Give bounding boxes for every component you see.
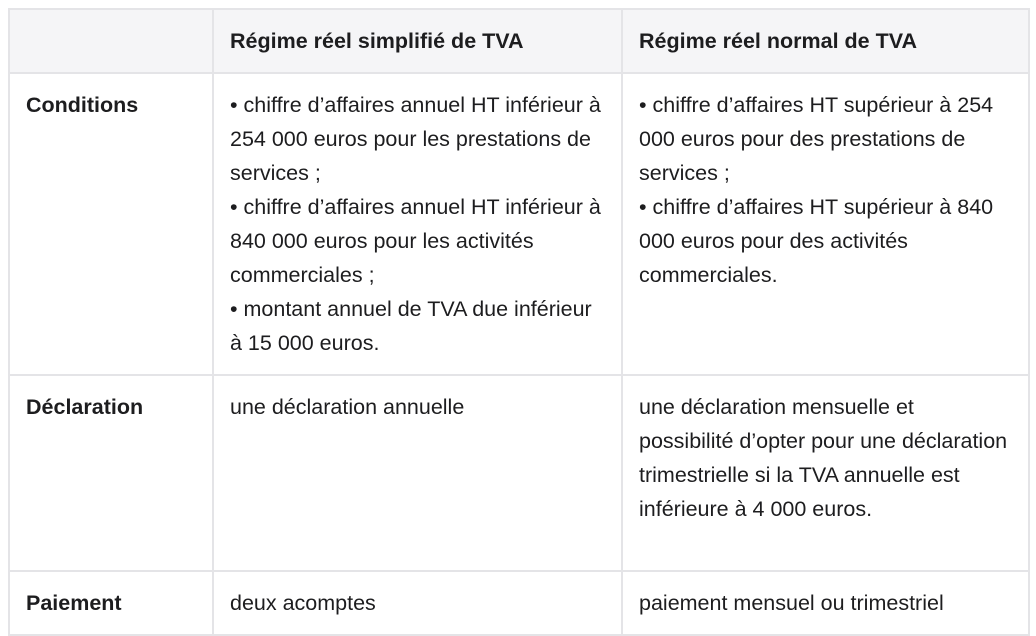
paiement-normal-cell: paiement mensuel ou trimestriel (622, 571, 1029, 635)
tva-regime-table (8, 8, 1030, 636)
paiement-simplifie-cell: deux acomptes (213, 571, 622, 635)
header-regime-normal: Régime réel normal de TVA (622, 9, 1029, 73)
table-row-paiement (9, 571, 1029, 635)
header-regime-simplifie: Régime réel simplifié de TVA (213, 9, 622, 73)
condition-item: • chiffre d’affaires HT supérieur à 254 000 euros pour des prestations de services ; (639, 93, 994, 185)
condition-item: • chiffre d’affaires annuel HT inférieur à 840 000 euros pour les activités commerciales ; (230, 195, 601, 287)
conditions-simplifie-cell (213, 73, 622, 375)
row-label-conditions: Conditions (9, 73, 213, 375)
condition-item: • chiffre d’affaires annuel HT inférieur à 254 000 euros pour les prestations de services ; (230, 93, 601, 185)
declaration-normal-cell: une déclaration mensuelle et possibilité d’opter pour une déclaration trimestrielle si la TVA annuelle est inférieure à 4 000 euros. (622, 375, 1029, 571)
condition-item: • chiffre d’affaires HT supérieur à 840 000 euros pour des activités commerciales. (639, 195, 994, 287)
tva-comparison (8, 8, 1028, 636)
table-header-row (9, 9, 1029, 73)
row-label-paiement: Paiement (9, 571, 213, 635)
condition-item: • montant annuel de TVA due inférieur à 15 000 euros. (230, 297, 592, 355)
row-label-declaration: Déclaration (9, 375, 213, 571)
header-empty-cell (9, 9, 213, 73)
table-row-declaration (9, 375, 1029, 571)
conditions-normal-cell (622, 73, 1029, 375)
table-row-conditions (9, 73, 1029, 375)
declaration-simplifie-cell: une déclaration annuelle (213, 375, 622, 571)
